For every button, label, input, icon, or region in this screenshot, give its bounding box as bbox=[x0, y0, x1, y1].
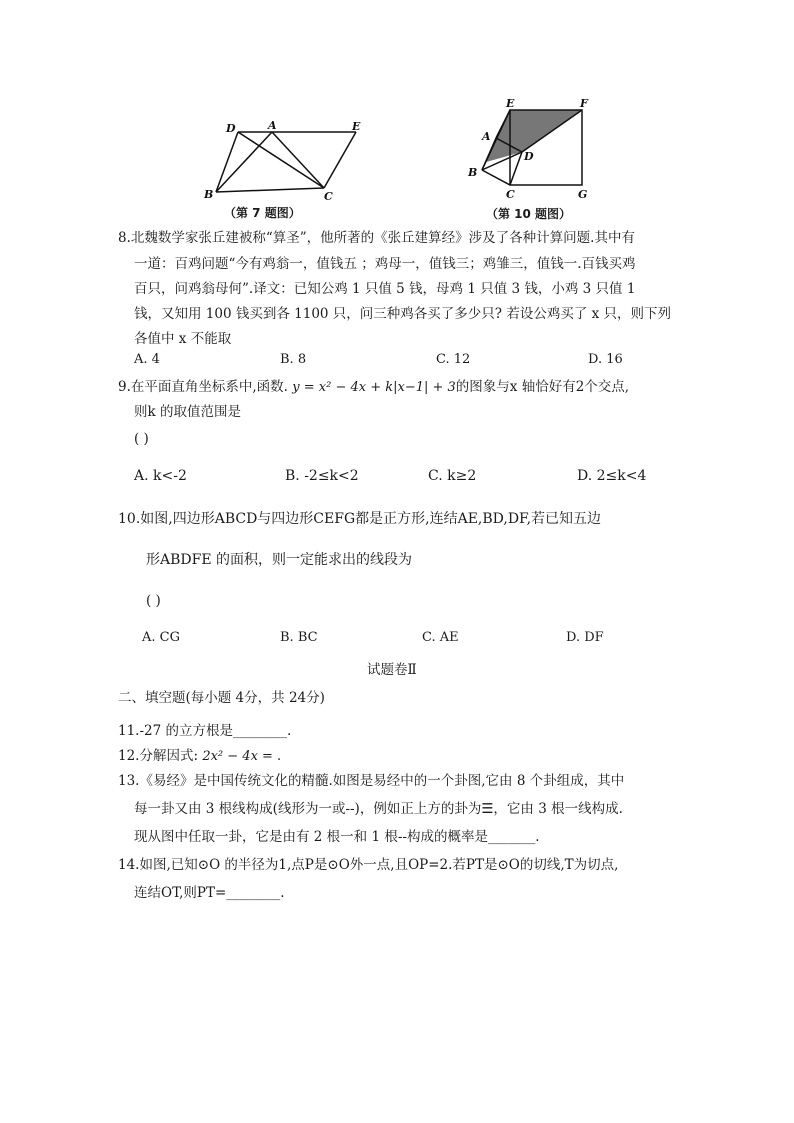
figure-7 bbox=[196, 120, 376, 225]
q9-line-2: 则k 的取值范围是 bbox=[134, 404, 241, 420]
q9-formula: y = x² − 4x + k|x−1| + 3 bbox=[292, 380, 456, 395]
q8-option-b[interactable]: B. 8 bbox=[280, 352, 307, 367]
q12-formula: 2x² − 4x = . bbox=[202, 749, 282, 764]
q9-option-a[interactable]: A. k<-2 bbox=[134, 468, 187, 484]
q12-line bbox=[118, 746, 281, 767]
fig10-label-E: E bbox=[506, 98, 515, 110]
fig7-label-A: A bbox=[268, 120, 277, 132]
q13-line-2: 每一卦又由 3 根线构成(线形为一或--)，例如正上方的卦为☰，它由 3 根一线构成. bbox=[134, 801, 623, 817]
fig10-label-D: D bbox=[524, 150, 534, 163]
q10-option-a[interactable]: A. CG bbox=[142, 630, 180, 645]
q8-option-a[interactable]: A. 4 bbox=[134, 352, 160, 367]
q10-option-d[interactable]: D. DF bbox=[566, 630, 604, 645]
q9-answer-blank: ( ) bbox=[134, 431, 149, 447]
q10-answer-blank: ( ) bbox=[146, 593, 161, 609]
fig7-label-B: B bbox=[204, 188, 214, 201]
q8-option-d[interactable]: D. 16 bbox=[588, 352, 623, 367]
q13-line-3: 现从图中任取一卦，它是由有 2 根一和 1 根--构成的概率是_______. bbox=[134, 829, 540, 845]
figure-7-caption: （第 7 题图） bbox=[224, 206, 301, 220]
q8-line-1: 8.北魏数学家张丘建被称“算圣”，他所著的《张丘建算经》涉及了各种计算问题.其中有 bbox=[118, 230, 635, 246]
fig10-label-A: A bbox=[482, 130, 491, 143]
q9-option-c[interactable]: C. k≥2 bbox=[428, 468, 477, 484]
q9-line-1 bbox=[118, 377, 629, 398]
shaded-pentagon bbox=[486, 110, 582, 162]
q10-option-b[interactable]: B. BC bbox=[280, 630, 318, 645]
q12-prefix: 12.分解因式: bbox=[118, 748, 199, 764]
q8-line-3: 百只，问鸡翁母何”.译文：已知公鸡 1 只值 5 钱，母鸡 1 只值 3 钱，小鸡 3 只值 1 bbox=[134, 281, 636, 297]
fig10-label-G: G bbox=[578, 188, 588, 201]
fig7-label-E: E bbox=[352, 120, 361, 133]
q11-text: 11.-27 的立方根是________. bbox=[118, 723, 292, 739]
q8-line-5: 各值中 x 不能取 bbox=[134, 331, 232, 347]
fig10-label-C: C bbox=[506, 188, 515, 201]
figure-10-caption: （第 10 题图） bbox=[486, 207, 572, 221]
q13-line-1: 13.《易经》是中国传统文化的精髓.如图是易经中的一个卦图,它由 8 个卦组成，其中 bbox=[118, 773, 625, 789]
q14-line-2: 连结OT,则PT=________. bbox=[134, 885, 285, 901]
q10-option-c[interactable]: C. AE bbox=[422, 630, 459, 645]
fig10-label-F: F bbox=[580, 98, 588, 110]
q9-suffix: 的图象与x 轴恰好有2个交点, bbox=[455, 379, 630, 395]
q8-option-c[interactable]: C. 12 bbox=[436, 352, 471, 367]
fig10-label-B: B bbox=[468, 166, 478, 179]
q9-prefix: 9.在平面直角坐标系中,函数. bbox=[118, 379, 288, 395]
fig7-label-C: C bbox=[324, 190, 333, 203]
q9-option-d[interactable]: D. 2≤k<4 bbox=[577, 468, 647, 484]
q10-line-2: 形ABDFE 的面积，则一定能求出的线段为 bbox=[146, 552, 413, 568]
q9-option-b[interactable]: B. -2≤k<2 bbox=[285, 468, 359, 484]
q10-line-1: 10.如图,四边形ABCD与四边形CEFG都是正方形,连结AE,BD,DF,若已知五边 bbox=[118, 511, 602, 527]
fig7-label-D: D bbox=[226, 122, 236, 135]
section-2-heading: 二、填空题(每小题 4分，共 24分) bbox=[118, 690, 325, 706]
q14-line-1: 14.如图,已知⊙O 的半径为1,点P是⊙O外一点,且OP=2.若PT是⊙O的切线,T为切点, bbox=[118, 857, 619, 873]
q8-line-4: 钱，又知用 100 钱买到各 1100 只，问三种鸡各买了多少只? 若设公鸡买了 x 只，则下列 bbox=[134, 306, 672, 322]
q8-line-2: 一道：百鸡问题“今有鸡翁一，值钱五 ；鸡母一，值钱三；鸡雏三，值钱一.百钱买鸡 bbox=[134, 256, 636, 272]
paper-2-title: 试题卷Ⅱ bbox=[367, 662, 417, 678]
figure-10 bbox=[462, 98, 602, 225]
